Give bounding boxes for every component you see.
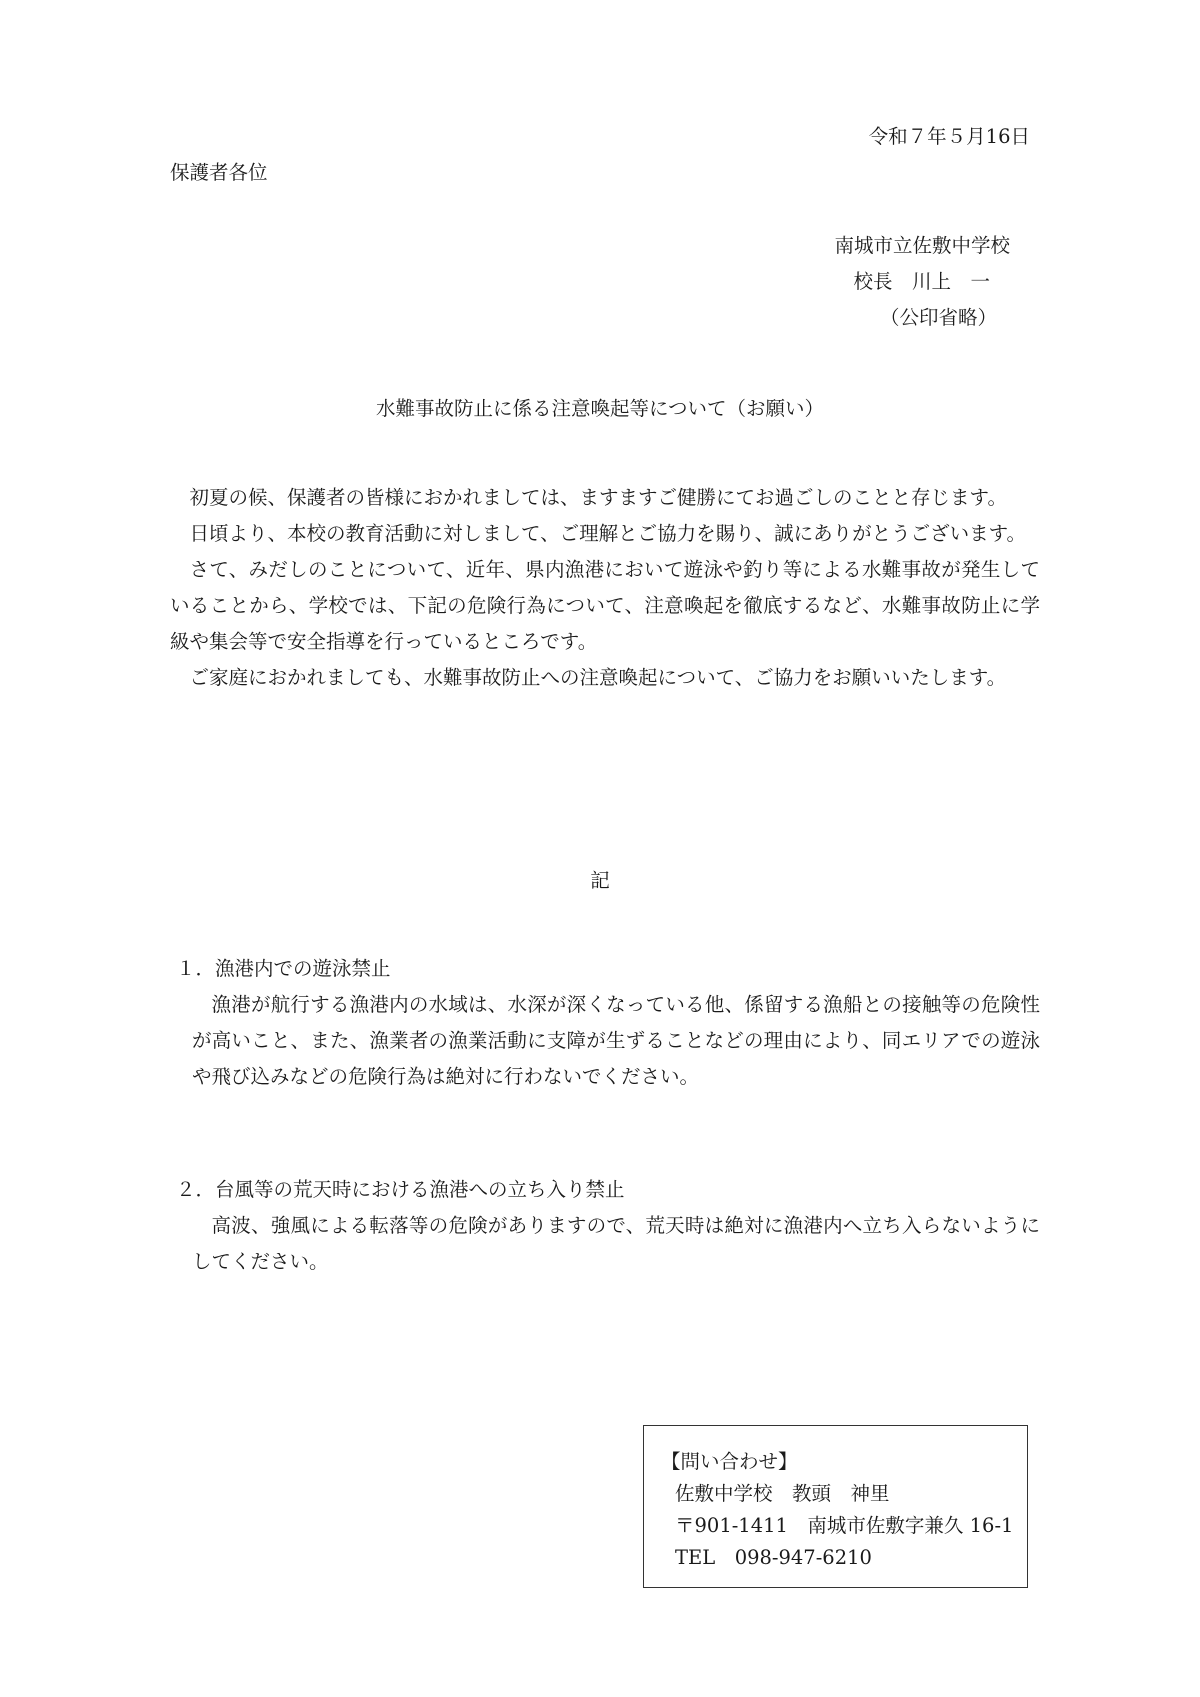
ki-heading: 記 (590, 869, 610, 892)
contact-person: 佐敷中学校 教頭 神里 (675, 1482, 890, 1505)
sender-school: 南城市立佐敷中学校 (834, 234, 1010, 257)
list-item (176, 951, 1040, 1095)
body-paragraph-purpose: さて、みだしのことについて、近年、県内漁港において遊泳や釣り等による水難事故が発生していることから、学校では、下記の危険行為について、注意喚起を徹底するなど、水難事故防止に学級や集会等で安全指導を行っているところです。 (170, 558, 1040, 653)
sender-principal: 校長 川上 一 (853, 270, 990, 293)
list-item (176, 1172, 1040, 1280)
contact-heading: 【問い合わせ】 (661, 1450, 798, 1473)
body-paragraph-greeting: 初夏の候、保護者の皆様におかれましては、ますますご健勝にてお過ごしのことと存じます。 (189, 486, 1007, 509)
item-heading: ２．台風等の荒天時における漁港への立ち入り禁止 (176, 1178, 625, 1201)
recipient: 保護者各位 (170, 161, 268, 184)
contact-address: 〒901-1411 南城市佐敷字兼久 16-1 (675, 1514, 1014, 1537)
contact-box (643, 1425, 1028, 1588)
item-text: 高波、強風による転落等の危険がありますので、荒天時は絶対に漁港内へ立ち入らないようにしてください。 (192, 1214, 1040, 1273)
document-body (170, 480, 1040, 696)
item-heading: １．漁港内での遊泳禁止 (176, 957, 391, 980)
body-paragraph-request: ご家庭におかれましても、水難事故防止への注意喚起について、ご協力をお願いいたします。 (189, 666, 1007, 689)
body-paragraph-thanks: 日頃より、本校の教育活動に対しまして、ご理解とご協力を賜り、誠にありがとうございます。 (189, 522, 1027, 545)
contact-tel: TEL 098-947-6210 (675, 1546, 872, 1569)
sender-seal-note: （公印省略） (879, 306, 997, 329)
document-date: 令和７年５月16日 (868, 125, 1030, 148)
document-title: 水難事故防止に係る注意喚起等について（お願い） (375, 397, 825, 420)
item-text: 漁港が航行する漁港内の水域は、水深が深くなっている他、係留する漁船との接触等の危険性が高いこと、また、漁業者の漁業活動に支障が生ずることなどの理由により、同エリアでの遊泳や飛び込みなどの危険行為は絶対に行わないでください。 (192, 993, 1040, 1088)
